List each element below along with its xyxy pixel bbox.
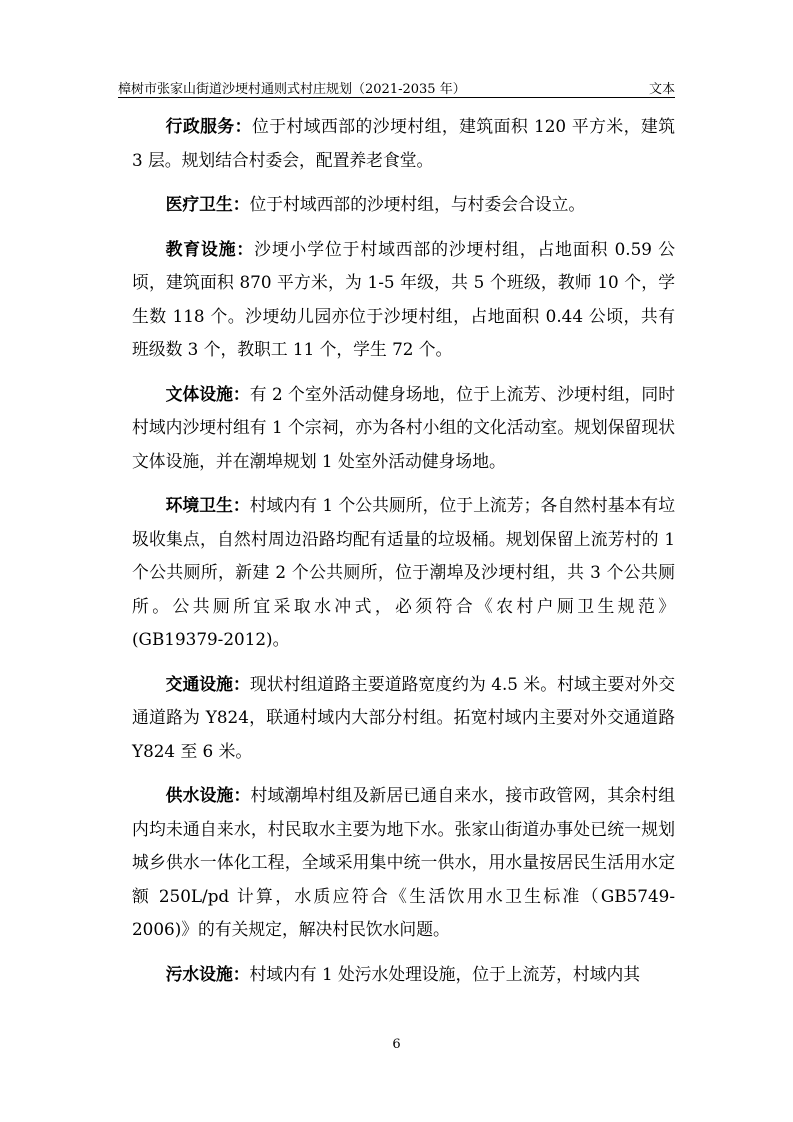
page-number: 6 (392, 1037, 401, 1052)
header-divider (118, 97, 675, 98)
paragraph-administration (132, 110, 675, 177)
paragraph-term: 供水设施： (165, 785, 251, 805)
paragraph-text: 位于村域西部的沙埂村组，建筑面积 120 平方米，建筑 3 层。规划结合村委会，配置养老食堂。 (132, 116, 675, 170)
paragraph-term: 医疗卫生： (165, 194, 250, 214)
paragraph-term: 交通设施： (165, 673, 250, 694)
page-header (118, 74, 675, 98)
paragraph-term: 环境卫生： (165, 495, 250, 515)
paragraph-term: 文体设施： (165, 383, 250, 404)
paragraph-sewage (132, 958, 675, 992)
paragraph-text: 沙埂小学位于村域西部的沙埂村组，占地面积 0.59 公顷，建筑面积 870 平方米，为 1-5 年级，共 5 个班级，教师 10 个，学生数 118 个。沙埂幼儿园亦位于沙埂村组，占地面积 0.44 公顷，共有班级数 3 个，教职工 11 个，学生 72 个。 (132, 238, 675, 359)
paragraph-term: 教育设施： (165, 238, 255, 259)
paragraph-text: 位于村域西部的沙埂村组，与村委会合设立。 (249, 194, 586, 214)
paragraph-text: 村域内有 1 处污水处理设施，位于上流芳，村域内其 (249, 963, 641, 984)
header-label: 文本 (648, 82, 675, 97)
paragraph-water-supply (132, 779, 675, 947)
paragraph-transport (132, 668, 675, 769)
paragraph-education (132, 233, 675, 367)
document-title: 樟树市张家山街道沙埂村通则式村庄规划（2021-2035 年） (118, 82, 466, 97)
paragraph-text: 村域潮埠村组及新居已通自来水，接市政管网，其余村组内均未通自来水，村民取水主要为地下水。张家山街道办事处已统一规划城乡供水一体化工程，全域采用集中统一供水，用水量按居民生活用水定额 250L/pd 计算，水质应符合《生活饮用水卫生标准（GB5749-2006)》的有关规定，解决村民饮水问题。 (132, 785, 675, 939)
paragraph-term: 污水设施： (165, 963, 250, 984)
paragraph-text: 现状村组道路主要道路宽度约为 4.5 米。村域主要对外交通道路为 Y824，联通村域内大部分村组。拓宽村域内主要对外交通道路 Y824 至 6 米。 (132, 673, 675, 761)
document-body (132, 110, 675, 1002)
paragraph-sanitation (132, 489, 675, 657)
paragraph-term: 行政服务： (165, 116, 252, 136)
paragraph-text: 有 2 个室外活动健身场地，位于上流芳、沙埂村组，同时村域内沙埂村组有 1 个宗祠，亦为各村小组的文化活动室。规划保留现状文体设施，并在潮埠规划 1 处室外活动健身场地。 (132, 383, 675, 471)
paragraph-medical (132, 188, 675, 222)
paragraph-text: 村域内有 1 个公共厕所，位于上流芳；各自然村基本有垃圾收集点，自然村周边沿路均配有适量的垃圾桶。规划保留上流芳村的 1 个公共厕所，新建 2 个公共厕所，位于潮埠及沙埂村组，共 3 个公共厕所。公共厕所宜采取水冲式，必须符合《农村户厕卫生规范》(GB19379-2012)。 (132, 495, 675, 649)
paragraph-culture-sports (132, 378, 675, 479)
